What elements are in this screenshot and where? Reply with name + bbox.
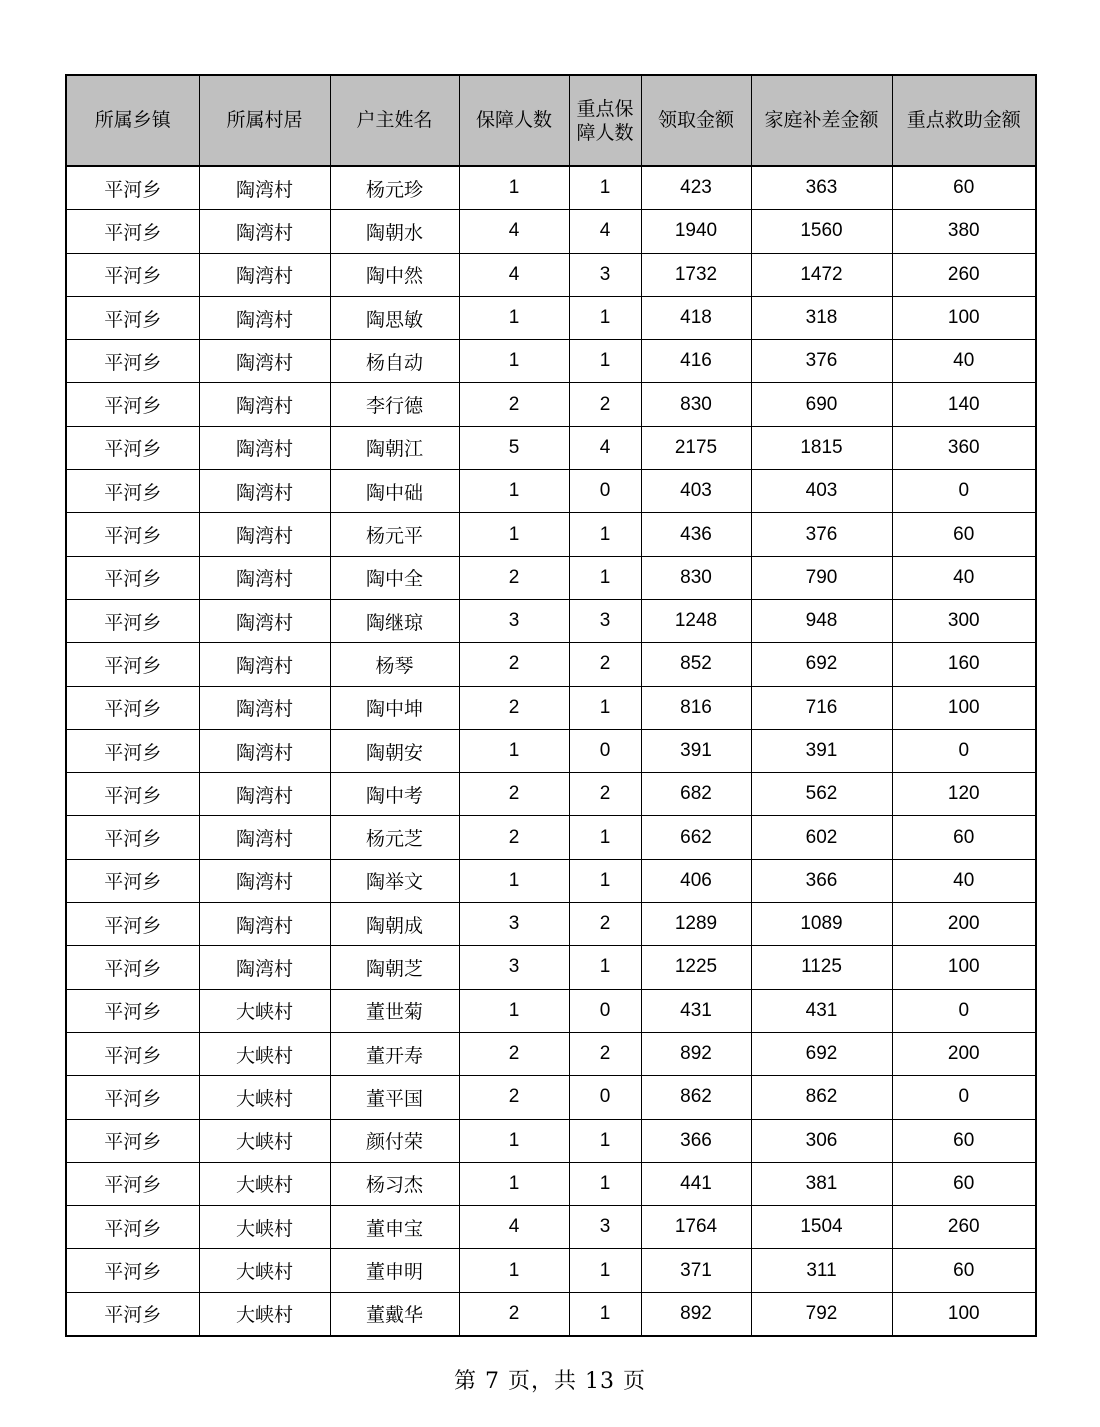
cell-township: 平河乡 xyxy=(66,296,199,339)
cell-township: 平河乡 xyxy=(66,643,199,686)
cell-village: 陶湾村 xyxy=(199,166,330,210)
cell-amount-received: 682 xyxy=(641,773,751,816)
cell-householder: 李行德 xyxy=(330,383,459,426)
cell-householder: 陶中础 xyxy=(330,470,459,513)
relief-roster-table-container xyxy=(65,74,1035,1337)
cell-insured-count: 2 xyxy=(459,643,569,686)
cell-key-insured-count: 2 xyxy=(569,1032,641,1075)
cell-township: 平河乡 xyxy=(66,1032,199,1075)
cell-family-subsidy: 403 xyxy=(751,470,892,513)
cell-township: 平河乡 xyxy=(66,470,199,513)
cell-family-subsidy: 790 xyxy=(751,556,892,599)
cell-family-subsidy: 306 xyxy=(751,1119,892,1162)
cell-insured-count: 1 xyxy=(459,513,569,556)
cell-householder: 陶朝水 xyxy=(330,210,459,253)
cell-key-insured-count: 2 xyxy=(569,383,641,426)
cell-key-relief: 360 xyxy=(892,426,1036,469)
cell-key-relief: 40 xyxy=(892,556,1036,599)
cell-amount-received: 418 xyxy=(641,296,751,339)
cell-village: 陶湾村 xyxy=(199,686,330,729)
cell-householder: 董世菊 xyxy=(330,989,459,1032)
cell-householder: 杨自动 xyxy=(330,340,459,383)
cell-key-relief: 60 xyxy=(892,166,1036,210)
cell-village: 大峡村 xyxy=(199,1162,330,1205)
cell-insured-count: 2 xyxy=(459,686,569,729)
table-row xyxy=(66,1076,1036,1119)
header-householder: 户主姓名 xyxy=(330,75,459,166)
cell-key-insured-count: 2 xyxy=(569,643,641,686)
table-row xyxy=(66,1032,1036,1075)
cell-insured-count: 5 xyxy=(459,426,569,469)
cell-key-relief: 100 xyxy=(892,946,1036,989)
cell-key-relief: 0 xyxy=(892,1076,1036,1119)
cell-key-relief: 100 xyxy=(892,1292,1036,1336)
cell-amount-received: 892 xyxy=(641,1032,751,1075)
cell-township: 平河乡 xyxy=(66,556,199,599)
cell-key-insured-count: 3 xyxy=(569,253,641,296)
cell-insured-count: 2 xyxy=(459,1292,569,1336)
cell-key-insured-count: 1 xyxy=(569,686,641,729)
cell-insured-count: 2 xyxy=(459,556,569,599)
header-row xyxy=(66,75,1036,166)
table-row xyxy=(66,903,1036,946)
cell-key-insured-count: 3 xyxy=(569,1206,641,1249)
cell-amount-received: 1764 xyxy=(641,1206,751,1249)
cell-insured-count: 2 xyxy=(459,383,569,426)
cell-amount-received: 391 xyxy=(641,729,751,772)
table-row xyxy=(66,1119,1036,1162)
cell-key-insured-count: 1 xyxy=(569,340,641,383)
cell-township: 平河乡 xyxy=(66,946,199,989)
cell-village: 陶湾村 xyxy=(199,513,330,556)
cell-family-subsidy: 792 xyxy=(751,1292,892,1336)
header-insured-count: 保障人数 xyxy=(459,75,569,166)
cell-insured-count: 2 xyxy=(459,1032,569,1075)
cell-township: 平河乡 xyxy=(66,513,199,556)
header-key-relief: 重点救助金额 xyxy=(892,75,1036,166)
cell-family-subsidy: 1089 xyxy=(751,903,892,946)
cell-amount-received: 1940 xyxy=(641,210,751,253)
cell-householder: 陶朝成 xyxy=(330,903,459,946)
cell-householder: 杨元芝 xyxy=(330,816,459,859)
cell-householder: 陶中全 xyxy=(330,556,459,599)
cell-village: 陶湾村 xyxy=(199,643,330,686)
cell-village: 陶湾村 xyxy=(199,946,330,989)
cell-township: 平河乡 xyxy=(66,426,199,469)
cell-key-relief: 100 xyxy=(892,686,1036,729)
cell-amount-received: 862 xyxy=(641,1076,751,1119)
cell-key-relief: 140 xyxy=(892,383,1036,426)
cell-key-relief: 200 xyxy=(892,1032,1036,1075)
cell-village: 陶湾村 xyxy=(199,210,330,253)
cell-key-insured-count: 1 xyxy=(569,1162,641,1205)
cell-insured-count: 4 xyxy=(459,253,569,296)
cell-amount-received: 416 xyxy=(641,340,751,383)
cell-amount-received: 441 xyxy=(641,1162,751,1205)
cell-householder: 颜付荣 xyxy=(330,1119,459,1162)
table-row xyxy=(66,729,1036,772)
cell-village: 陶湾村 xyxy=(199,296,330,339)
table-row xyxy=(66,210,1036,253)
cell-key-relief: 160 xyxy=(892,643,1036,686)
cell-key-relief: 260 xyxy=(892,253,1036,296)
table-row xyxy=(66,166,1036,210)
cell-key-insured-count: 1 xyxy=(569,1249,641,1292)
cell-family-subsidy: 1560 xyxy=(751,210,892,253)
table-row xyxy=(66,859,1036,902)
cell-village: 陶湾村 xyxy=(199,773,330,816)
table-header xyxy=(66,75,1036,166)
table-row xyxy=(66,1292,1036,1336)
table-row xyxy=(66,599,1036,642)
cell-township: 平河乡 xyxy=(66,383,199,426)
cell-amount-received: 1225 xyxy=(641,946,751,989)
cell-village: 陶湾村 xyxy=(199,426,330,469)
cell-village: 陶湾村 xyxy=(199,859,330,902)
cell-village: 大峡村 xyxy=(199,1119,330,1162)
cell-householder: 董申宝 xyxy=(330,1206,459,1249)
cell-amount-received: 662 xyxy=(641,816,751,859)
cell-key-insured-count: 0 xyxy=(569,989,641,1032)
cell-township: 平河乡 xyxy=(66,599,199,642)
cell-householder: 杨元平 xyxy=(330,513,459,556)
cell-amount-received: 816 xyxy=(641,686,751,729)
cell-insured-count: 2 xyxy=(459,1076,569,1119)
cell-insured-count: 1 xyxy=(459,729,569,772)
cell-family-subsidy: 376 xyxy=(751,340,892,383)
cell-key-relief: 40 xyxy=(892,859,1036,902)
cell-householder: 陶中考 xyxy=(330,773,459,816)
cell-householder: 陶朝芝 xyxy=(330,946,459,989)
cell-township: 平河乡 xyxy=(66,1162,199,1205)
table-row xyxy=(66,513,1036,556)
cell-township: 平河乡 xyxy=(66,1249,199,1292)
cell-family-subsidy: 562 xyxy=(751,773,892,816)
cell-key-insured-count: 1 xyxy=(569,166,641,210)
header-key-insured-count: 重点保障人数 xyxy=(569,75,641,166)
cell-key-insured-count: 1 xyxy=(569,296,641,339)
table-row xyxy=(66,383,1036,426)
relief-roster-table xyxy=(65,74,1037,1337)
cell-family-subsidy: 391 xyxy=(751,729,892,772)
cell-family-subsidy: 1472 xyxy=(751,253,892,296)
cell-village: 大峡村 xyxy=(199,989,330,1032)
page-number: 第 7 页，共 13 页 xyxy=(454,1369,646,1394)
cell-family-subsidy: 363 xyxy=(751,166,892,210)
cell-insured-count: 1 xyxy=(459,859,569,902)
cell-township: 平河乡 xyxy=(66,1206,199,1249)
cell-key-insured-count: 4 xyxy=(569,210,641,253)
cell-village: 大峡村 xyxy=(199,1076,330,1119)
cell-amount-received: 406 xyxy=(641,859,751,902)
cell-village: 大峡村 xyxy=(199,1292,330,1336)
cell-township: 平河乡 xyxy=(66,210,199,253)
cell-key-relief: 60 xyxy=(892,1162,1036,1205)
cell-key-insured-count: 1 xyxy=(569,513,641,556)
cell-family-subsidy: 1504 xyxy=(751,1206,892,1249)
cell-village: 陶湾村 xyxy=(199,903,330,946)
cell-householder: 杨琴 xyxy=(330,643,459,686)
cell-insured-count: 3 xyxy=(459,599,569,642)
table-row xyxy=(66,296,1036,339)
cell-insured-count: 3 xyxy=(459,946,569,989)
cell-key-relief: 380 xyxy=(892,210,1036,253)
header-amount-received: 领取金额 xyxy=(641,75,751,166)
header-village: 所属村居 xyxy=(199,75,330,166)
cell-amount-received: 403 xyxy=(641,470,751,513)
cell-insured-count: 1 xyxy=(459,1162,569,1205)
cell-township: 平河乡 xyxy=(66,816,199,859)
header-township: 所属乡镇 xyxy=(66,75,199,166)
cell-family-subsidy: 431 xyxy=(751,989,892,1032)
cell-township: 平河乡 xyxy=(66,686,199,729)
table-row xyxy=(66,686,1036,729)
cell-amount-received: 892 xyxy=(641,1292,751,1336)
cell-family-subsidy: 862 xyxy=(751,1076,892,1119)
cell-village: 陶湾村 xyxy=(199,556,330,599)
cell-village: 陶湾村 xyxy=(199,470,330,513)
cell-township: 平河乡 xyxy=(66,859,199,902)
cell-amount-received: 366 xyxy=(641,1119,751,1162)
cell-householder: 董戴华 xyxy=(330,1292,459,1336)
cell-insured-count: 4 xyxy=(459,1206,569,1249)
cell-key-relief: 300 xyxy=(892,599,1036,642)
cell-key-insured-count: 0 xyxy=(569,1076,641,1119)
cell-family-subsidy: 1125 xyxy=(751,946,892,989)
cell-householder: 陶朝江 xyxy=(330,426,459,469)
table-row xyxy=(66,426,1036,469)
table-row xyxy=(66,340,1036,383)
cell-householder: 董开寿 xyxy=(330,1032,459,1075)
cell-insured-count: 1 xyxy=(459,166,569,210)
cell-village: 陶湾村 xyxy=(199,383,330,426)
cell-key-relief: 0 xyxy=(892,989,1036,1032)
cell-amount-received: 830 xyxy=(641,556,751,599)
cell-householder: 陶朝安 xyxy=(330,729,459,772)
cell-householder: 陶继琼 xyxy=(330,599,459,642)
cell-key-relief: 60 xyxy=(892,1119,1036,1162)
cell-family-subsidy: 692 xyxy=(751,1032,892,1075)
cell-township: 平河乡 xyxy=(66,729,199,772)
cell-key-insured-count: 1 xyxy=(569,556,641,599)
table-row xyxy=(66,1249,1036,1292)
cell-township: 平河乡 xyxy=(66,253,199,296)
cell-township: 平河乡 xyxy=(66,166,199,210)
cell-key-insured-count: 0 xyxy=(569,729,641,772)
cell-key-relief: 0 xyxy=(892,470,1036,513)
cell-key-relief: 120 xyxy=(892,773,1036,816)
cell-key-relief: 60 xyxy=(892,816,1036,859)
cell-village: 大峡村 xyxy=(199,1249,330,1292)
cell-village: 陶湾村 xyxy=(199,729,330,772)
cell-householder: 陶思敏 xyxy=(330,296,459,339)
cell-family-subsidy: 318 xyxy=(751,296,892,339)
cell-township: 平河乡 xyxy=(66,773,199,816)
cell-family-subsidy: 376 xyxy=(751,513,892,556)
cell-key-insured-count: 1 xyxy=(569,1119,641,1162)
cell-family-subsidy: 1815 xyxy=(751,426,892,469)
cell-insured-count: 1 xyxy=(459,1119,569,1162)
table-row xyxy=(66,773,1036,816)
cell-family-subsidy: 690 xyxy=(751,383,892,426)
cell-insured-count: 2 xyxy=(459,773,569,816)
cell-family-subsidy: 948 xyxy=(751,599,892,642)
cell-amount-received: 830 xyxy=(641,383,751,426)
cell-family-subsidy: 716 xyxy=(751,686,892,729)
cell-amount-received: 371 xyxy=(641,1249,751,1292)
cell-amount-received: 1732 xyxy=(641,253,751,296)
table-row xyxy=(66,253,1036,296)
cell-amount-received: 852 xyxy=(641,643,751,686)
cell-key-insured-count: 1 xyxy=(569,946,641,989)
cell-key-relief: 100 xyxy=(892,296,1036,339)
cell-township: 平河乡 xyxy=(66,1076,199,1119)
cell-township: 平河乡 xyxy=(66,989,199,1032)
table-body xyxy=(66,166,1036,1336)
cell-insured-count: 1 xyxy=(459,340,569,383)
cell-village: 大峡村 xyxy=(199,1032,330,1075)
table-row xyxy=(66,470,1036,513)
cell-key-relief: 200 xyxy=(892,903,1036,946)
cell-township: 平河乡 xyxy=(66,1119,199,1162)
table-row xyxy=(66,1162,1036,1205)
cell-key-insured-count: 3 xyxy=(569,599,641,642)
cell-key-insured-count: 2 xyxy=(569,773,641,816)
cell-insured-count: 4 xyxy=(459,210,569,253)
cell-householder: 董平国 xyxy=(330,1076,459,1119)
cell-family-subsidy: 366 xyxy=(751,859,892,902)
cell-householder: 陶中坤 xyxy=(330,686,459,729)
cell-amount-received: 423 xyxy=(641,166,751,210)
cell-insured-count: 3 xyxy=(459,903,569,946)
table-row xyxy=(66,643,1036,686)
cell-key-relief: 60 xyxy=(892,513,1036,556)
cell-key-insured-count: 1 xyxy=(569,816,641,859)
cell-village: 陶湾村 xyxy=(199,253,330,296)
cell-key-insured-count: 2 xyxy=(569,903,641,946)
cell-insured-count: 2 xyxy=(459,816,569,859)
cell-householder: 董申明 xyxy=(330,1249,459,1292)
cell-family-subsidy: 381 xyxy=(751,1162,892,1205)
cell-householder: 陶中然 xyxy=(330,253,459,296)
table-row xyxy=(66,816,1036,859)
cell-insured-count: 1 xyxy=(459,989,569,1032)
table-row xyxy=(66,1206,1036,1249)
cell-village: 陶湾村 xyxy=(199,340,330,383)
cell-householder: 杨习杰 xyxy=(330,1162,459,1205)
cell-township: 平河乡 xyxy=(66,340,199,383)
cell-amount-received: 1248 xyxy=(641,599,751,642)
table-row xyxy=(66,989,1036,1032)
cell-village: 大峡村 xyxy=(199,1206,330,1249)
cell-township: 平河乡 xyxy=(66,1292,199,1336)
cell-key-relief: 0 xyxy=(892,729,1036,772)
cell-key-relief: 40 xyxy=(892,340,1036,383)
cell-insured-count: 1 xyxy=(459,1249,569,1292)
cell-key-insured-count: 4 xyxy=(569,426,641,469)
table-row xyxy=(66,556,1036,599)
cell-township: 平河乡 xyxy=(66,903,199,946)
cell-family-subsidy: 692 xyxy=(751,643,892,686)
header-family-subsidy: 家庭补差金额 xyxy=(751,75,892,166)
cell-insured-count: 1 xyxy=(459,470,569,513)
cell-amount-received: 436 xyxy=(641,513,751,556)
cell-insured-count: 1 xyxy=(459,296,569,339)
cell-family-subsidy: 602 xyxy=(751,816,892,859)
cell-amount-received: 2175 xyxy=(641,426,751,469)
cell-key-insured-count: 1 xyxy=(569,1292,641,1336)
table-row xyxy=(66,946,1036,989)
cell-key-relief: 260 xyxy=(892,1206,1036,1249)
cell-householder: 杨元珍 xyxy=(330,166,459,210)
cell-amount-received: 1289 xyxy=(641,903,751,946)
cell-key-insured-count: 1 xyxy=(569,859,641,902)
cell-village: 陶湾村 xyxy=(199,599,330,642)
cell-key-relief: 60 xyxy=(892,1249,1036,1292)
cell-key-insured-count: 0 xyxy=(569,470,641,513)
cell-amount-received: 431 xyxy=(641,989,751,1032)
cell-village: 陶湾村 xyxy=(199,816,330,859)
cell-family-subsidy: 311 xyxy=(751,1249,892,1292)
cell-householder: 陶举文 xyxy=(330,859,459,902)
